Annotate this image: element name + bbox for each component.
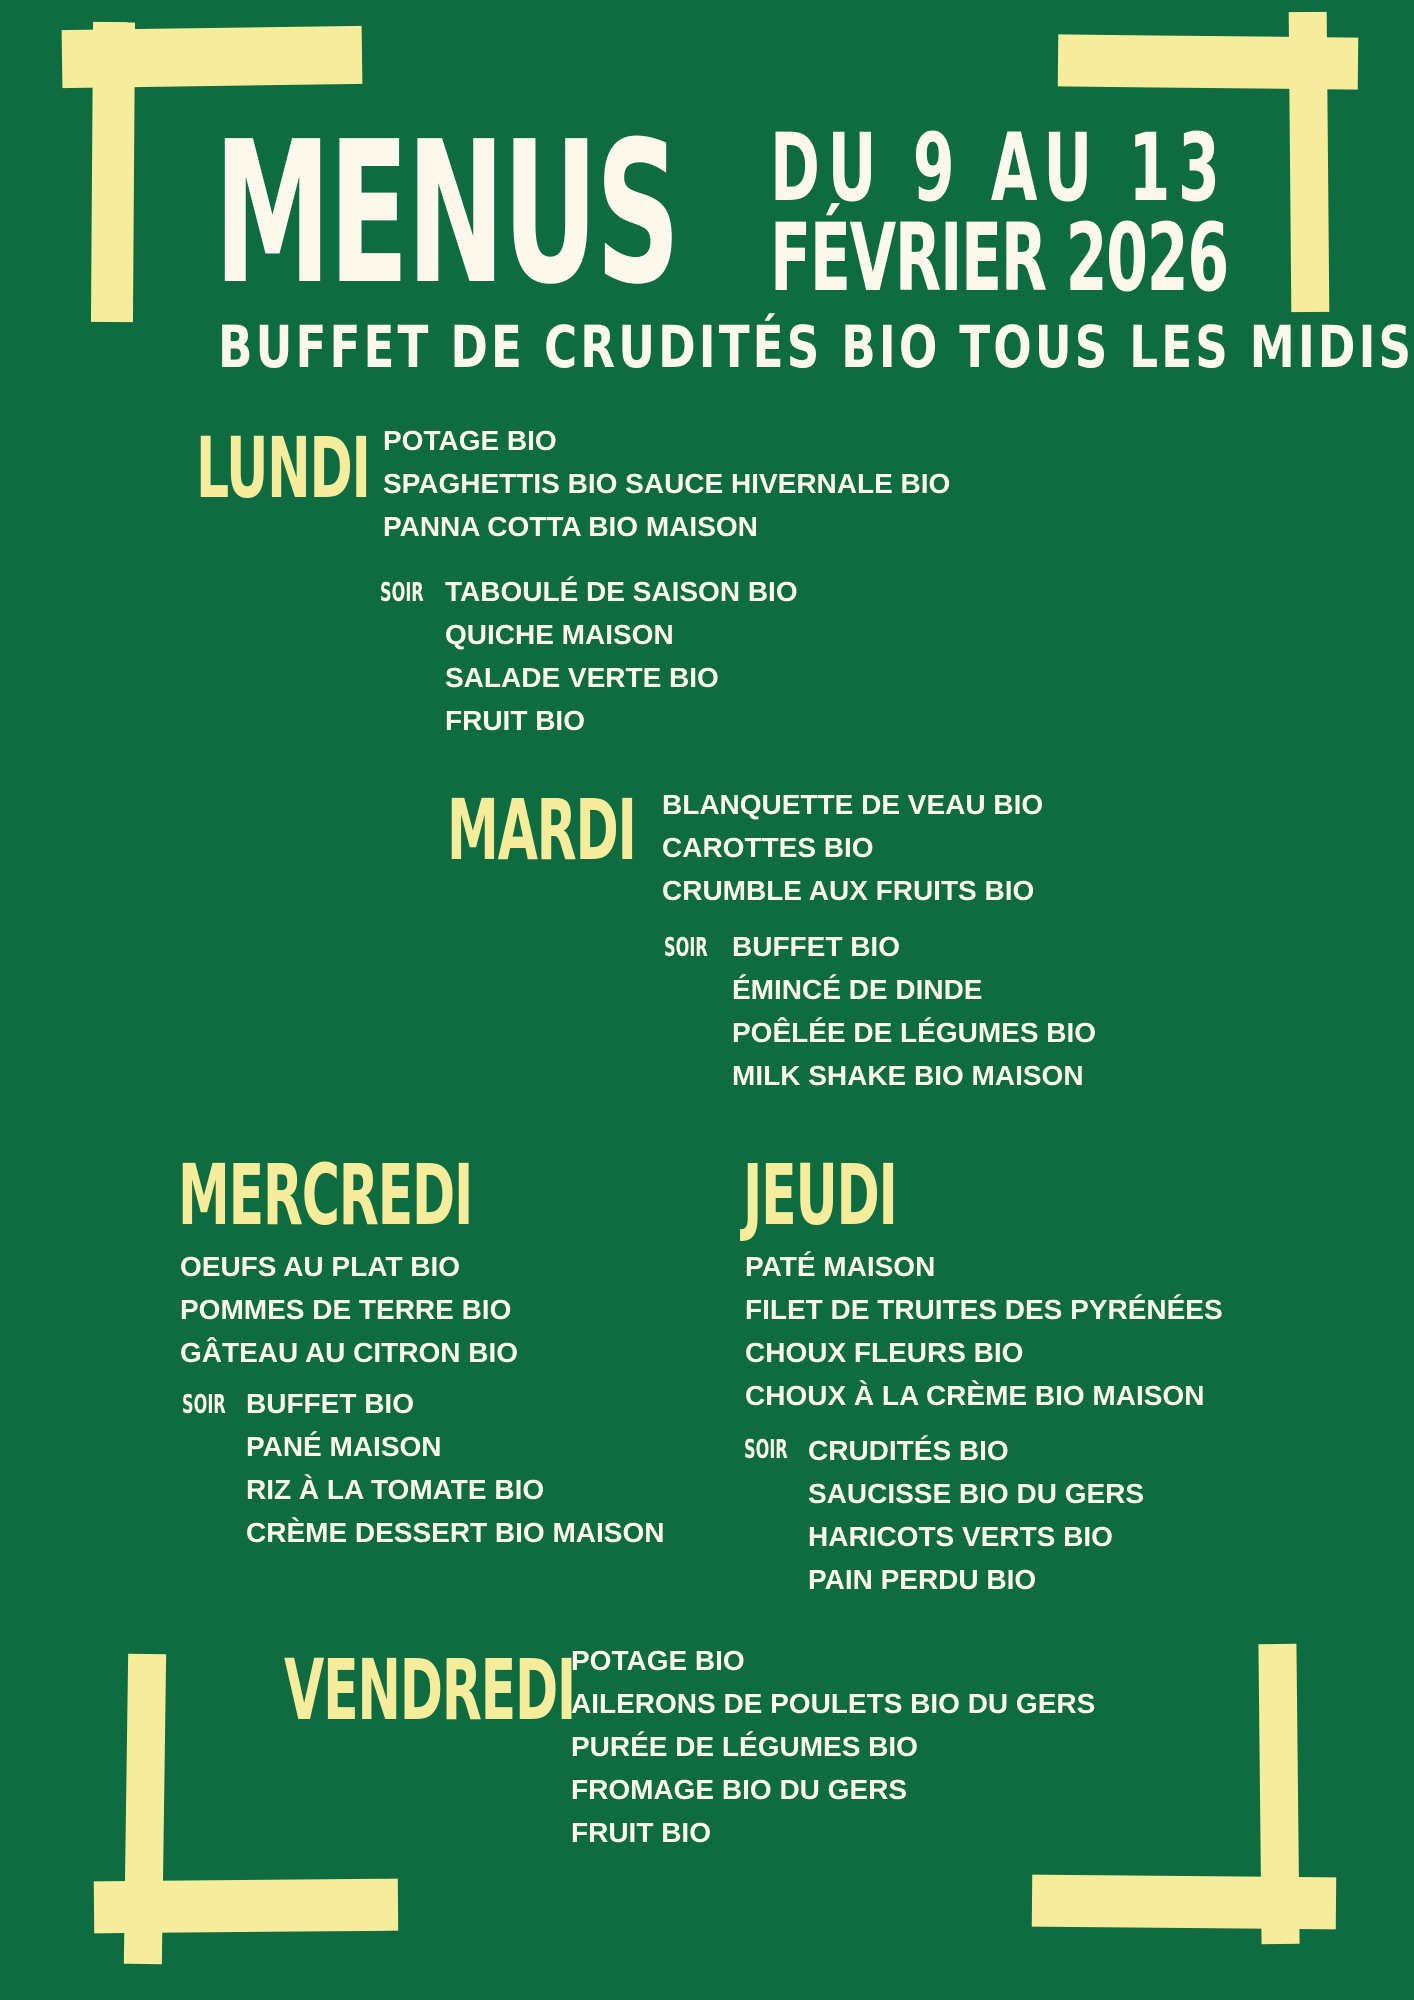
soir-label: SOIR <box>664 933 708 963</box>
menu-item: FROMAGE BIO DU GERS <box>571 1774 908 1805</box>
menu-item: SALADE VERTE BIO <box>445 662 719 693</box>
menu-item: TABOULÉ DE SAISON BIO <box>445 576 798 607</box>
menu-item: CHOUX À LA CRÈME BIO MAISON <box>745 1380 1205 1411</box>
menu-item: ÉMINCÉ DE DINDE <box>732 974 983 1005</box>
menu-item: PANNA COTTA BIO MAISON <box>383 511 758 542</box>
menu-item: PANÉ MAISON <box>246 1431 442 1462</box>
date-line-2: FÉVRIER 2026 <box>770 204 1228 313</box>
menu-item: CAROTTES BIO <box>662 832 874 863</box>
day-title-vendredi: VENDREDI <box>284 1641 576 1739</box>
menu-item: CRUDITÉS BIO <box>808 1435 1009 1466</box>
corner-decoration-top-right <box>1289 12 1330 312</box>
menu-list-vendredi <box>571 1639 1095 1854</box>
menu-item: RIZ À LA TOMATE BIO <box>246 1474 545 1505</box>
menu-list-mardi-midi <box>662 783 1043 912</box>
menu-item: POMMES DE TERRE BIO <box>180 1294 512 1325</box>
menu-list-jeudi-midi <box>745 1245 1223 1417</box>
menu-item: BUFFET BIO <box>246 1388 414 1419</box>
menu-item: FRUIT BIO <box>571 1817 711 1848</box>
menu-list-mercredi-soir <box>246 1382 664 1554</box>
corner-decoration-top-left <box>91 22 135 322</box>
soir-label: SOIR <box>744 1435 788 1465</box>
menu-item: MILK SHAKE BIO MAISON <box>732 1060 1084 1091</box>
menu-item: PATÉ MAISON <box>745 1251 936 1282</box>
menu-list-mardi-soir <box>732 925 1096 1097</box>
menu-item: OEUFS AU PLAT BIO <box>180 1251 460 1282</box>
menu-item: POTAGE BIO <box>571 1645 745 1676</box>
menu-item: HARICOTS VERTS BIO <box>808 1521 1113 1552</box>
day-title-mercredi: MERCREDI <box>178 1146 473 1244</box>
corner-decoration-bottom-right <box>1032 1875 1336 1930</box>
menu-list-lundi-soir <box>445 570 798 742</box>
day-title-jeudi: JEUDI <box>743 1146 897 1244</box>
menu-list-jeudi-soir <box>808 1429 1144 1601</box>
menu-item: SAUCISSE BIO DU GERS <box>808 1478 1145 1509</box>
menu-list-lundi-midi <box>383 419 950 548</box>
menu-item: CHOUX FLEURS BIO <box>745 1337 1024 1368</box>
menu-item: PAIN PERDU BIO <box>808 1564 1037 1595</box>
menu-item: POTAGE BIO <box>383 425 557 456</box>
menu-item: SPAGHETTIS BIO SAUCE HIVERNALE BIO <box>383 468 951 499</box>
menu-item: CRÈME DESSERT BIO MAISON <box>246 1517 665 1548</box>
soir-label: SOIR <box>380 578 424 608</box>
menu-item: QUICHE MAISON <box>445 619 674 650</box>
day-title-mardi: MARDI <box>447 781 636 879</box>
menu-item: GÂTEAU AU CITRON BIO <box>180 1337 519 1368</box>
corner-decoration-bottom-left <box>94 1879 398 1934</box>
date-line-1: DU 9 AU 13 <box>770 114 1228 223</box>
menu-item: FRUIT BIO <box>445 705 585 736</box>
menu-list-mercredi-midi <box>180 1245 518 1374</box>
menu-item: CRUMBLE AUX FRUITS BIO <box>662 875 1035 906</box>
menu-item: AILERONS DE POULETS BIO DU GERS <box>571 1688 1096 1719</box>
menu-item: FILET DE TRUITES DES PYRÉNÉES <box>745 1294 1223 1325</box>
date-range <box>770 114 1228 313</box>
soir-label: SOIR <box>182 1390 226 1420</box>
page-title: MENUS <box>214 100 678 328</box>
day-title-lundi: LUNDI <box>196 419 370 517</box>
menu-item: BLANQUETTE DE VEAU BIO <box>662 789 1044 820</box>
subtitle: BUFFET DE CRUDITÉS BIO TOUS LES MIDIS <box>218 313 1414 381</box>
menu-item: POÊLÉE DE LÉGUMES BIO <box>732 1017 1097 1048</box>
menu-item: BUFFET BIO <box>732 931 900 962</box>
menu-item: PURÉE DE LÉGUMES BIO <box>571 1731 918 1762</box>
